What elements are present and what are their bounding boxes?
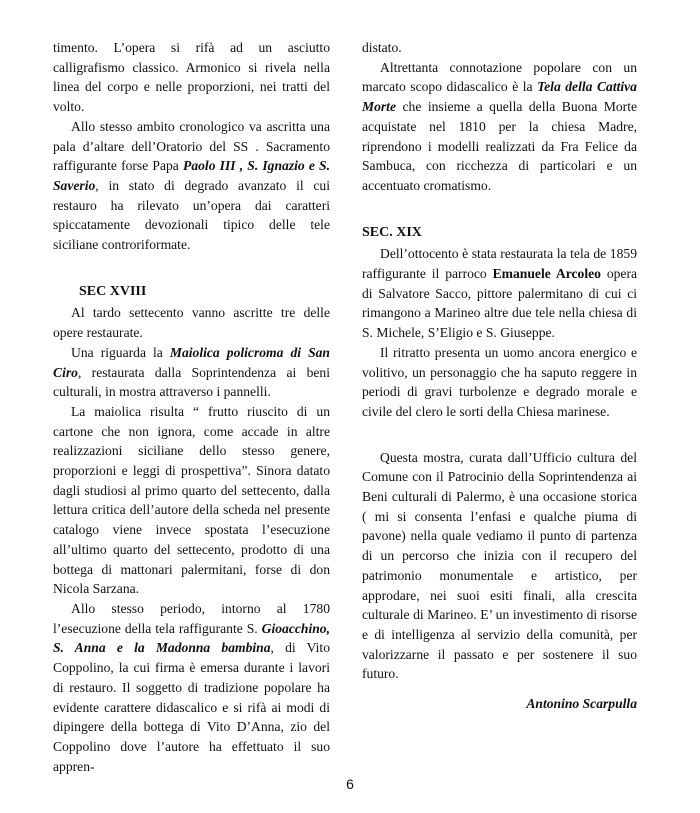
paragraph xyxy=(53,117,330,255)
author-signature: Antonino Scarpulla xyxy=(526,696,637,712)
text-run: , di Vito Coppolino, la cui firma è emersa durante i lavori di restauro. Il soggetto di tradizione popolare ha evidente carattere didascalico e si rifà ai modi di dipingere della bottega di Vito D’Anna, zio del Coppolino dove l’autore ha effettuato il suo appren- xyxy=(53,640,331,774)
paragraph: distato. xyxy=(362,40,402,55)
right-column xyxy=(362,38,637,714)
left-column xyxy=(53,38,330,776)
text-run: Dell’ottocento è stata restaurata la tela de 1859 raffigurante il parroco xyxy=(362,246,637,282)
paragraph xyxy=(362,244,637,343)
text-run: Una riguarda la xyxy=(71,344,170,360)
artwork-title: Tela della Cattiva Morte xyxy=(362,79,637,115)
paragraph: timento. L’opera si rifà ad un asciutto calligrafismo classico. Armonico si rivela nella linea del corpo e nelle proporzioni, nei tratti del volto. xyxy=(53,40,330,115)
paragraph xyxy=(362,58,637,196)
section-heading: SEC. XIX xyxy=(362,224,422,240)
text-run: Allo stesso periodo, intorno al 1780 l’esecuzione della tela raffigurante S. xyxy=(53,600,330,636)
page-number: 6 xyxy=(346,776,354,792)
artwork-title: Gioacchino, S. Anna e la Madonna bambina xyxy=(53,620,330,656)
section-heading: SEC XVIII xyxy=(79,283,147,299)
artwork-title: Maiolica policroma di San Ciro xyxy=(53,344,330,380)
paragraph: Al tardo settecento vanno ascritte tre delle opere restaurate. xyxy=(53,305,330,341)
paragraph: La maiolica risulta “ frutto riuscito di un cartone che non ignora, come accade in altre realizzazioni siciliane dello stesso genere, proporzioni e leggi di prospettiva”. Sinora datato dagli studiosi al primo quarto del settecento, dalla lettura critica dell’autore della scheda nel presente catalogo viene invece spostata l’esecuzione all’ultimo quarto del settecento, prodotto di una bottega di mattonari palermitani, forse di don Nicola Sarzana. xyxy=(53,403,330,597)
text-run: che insieme a quella della Buona Morte acquistate nel 1810 per la chiesa Madre, riprendono i modelli realizzati da Fra Felice da Sambuca, con ricchezza di particolari e un accentuato cromatismo. xyxy=(362,99,637,193)
paragraph: Il ritratto presenta un uomo ancora energico e volitivo, un personaggio che ha saputo reggere in periodi di gravi turbolenze e degrado morale e civile del clero le sorti della Chiesa marinese. xyxy=(362,344,637,419)
person-name: Emanuele Arcoleo xyxy=(492,266,601,282)
text-run: , restaurata dalla Soprintendenza ai beni culturali, in mostra attraverso i pannelli. xyxy=(53,364,330,400)
paragraph xyxy=(53,343,330,402)
paragraph: Questa mostra, curata dall’Ufficio cultura del Comune con il Patrocinio della Soprintendenza ai Beni culturali di Palermo, è una occasione storica ( mi si consenta l’enfasi e qualche piuma di pavone) nella quale vediamo il punto di partenza di un percorso che inizia con il recupero del patrimonio monumentale e artistico, per approdare, nei suoi esiti finali, alla crescita culturale di Marineo. E’ un investimento di risorse e di intelligenza al servizio della comunità, per valorizzarne il passato e per sostenere il suo futuro. xyxy=(362,449,637,682)
paragraph xyxy=(53,599,330,776)
text-run: opera di Salvatore Sacco, pittore palermitano di cui ci rimangono a Marineo altre due tele nella chiesa di S. Michele, S’Eligio e S. Giuseppe. xyxy=(362,266,638,341)
text-run: , in stato di degrado avanzato il cui restauro ha rilevato un’opera dai caratteri spiccatamente devozionali tipico delle tele siciliane controriformate. xyxy=(53,177,330,253)
artwork-title: Paolo III , S. Ignazio e S. Saverio xyxy=(53,158,331,193)
text-run: Allo stesso ambito cronologico va ascritta una pala d’altare dell’Oratorio del SS . Sacramento raffigurante forse Papa xyxy=(53,118,330,174)
text-run: Altrettanta connotazione popolare con un marcato scopo didascalico è la xyxy=(362,59,637,95)
